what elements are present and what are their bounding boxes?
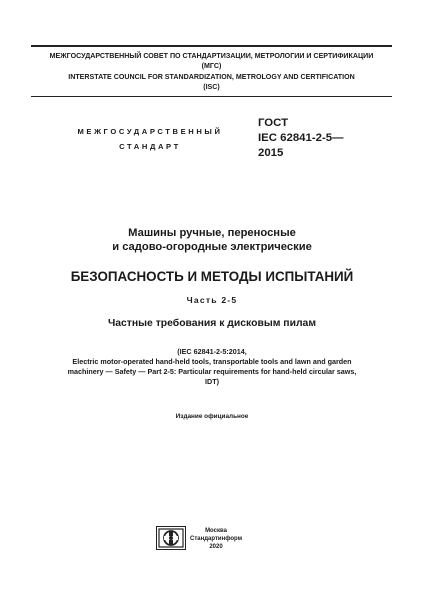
english-ref-line2: Electric motor-operated hand-held tools, transportable tools and lawn and garden (72, 357, 352, 366)
council-en-line2: (ISC) (203, 83, 220, 91)
designation-line2: IEC 62841-2-5— (258, 132, 344, 144)
part-label: Часть 2-5 (186, 295, 238, 305)
subtitle: Частные требования к дисковым пилам (107, 318, 317, 329)
council-ru-line1: МЕЖГОСУДАРСТВЕННЫЙ СОВЕТ ПО СТАНДАРТИЗАЦИИ, МЕТРОЛОГИИ И СЕРТИФИКАЦИИ (49, 52, 374, 60)
standard-label-line2: СТАНДАРТ (119, 142, 181, 151)
edition-label: Издание официальное (175, 413, 249, 420)
council-ru-line2: (МГС) (201, 62, 222, 70)
publisher-year: 2020 (209, 544, 223, 550)
designation-line3: 2015 (258, 147, 284, 159)
publisher-city: Москва (205, 528, 227, 534)
english-ref-line1: (IEC 62841-2-5:2014, (177, 347, 247, 356)
top-rule (31, 45, 392, 47)
title-line2: и садово-огородные электрические (112, 241, 312, 253)
header-rule (31, 96, 392, 97)
main-title: БЕЗОПАСНОСТЬ И МЕТОДЫ ИСПЫТАНИЙ (70, 269, 354, 284)
council-en-line1: INTERSTATE COUNCIL FOR STANDARDIZATION, METROLOGY AND CERTIFICATION (68, 73, 355, 81)
english-ref-line4: IDT) (205, 377, 219, 386)
designation-line1: ГОСТ (258, 117, 289, 129)
publisher-name: Стандартинформ (190, 536, 243, 542)
standard-label-line1: МЕЖГОСУДАРСТВЕННЫЙ (77, 127, 223, 136)
title-line1: Машины ручные, переносные (128, 227, 296, 239)
english-ref-line3: machinery — Safety — Part 2-5: Particular requirements for hand-held circular saws, (67, 367, 357, 376)
standartinform-logo-icon (156, 526, 186, 550)
